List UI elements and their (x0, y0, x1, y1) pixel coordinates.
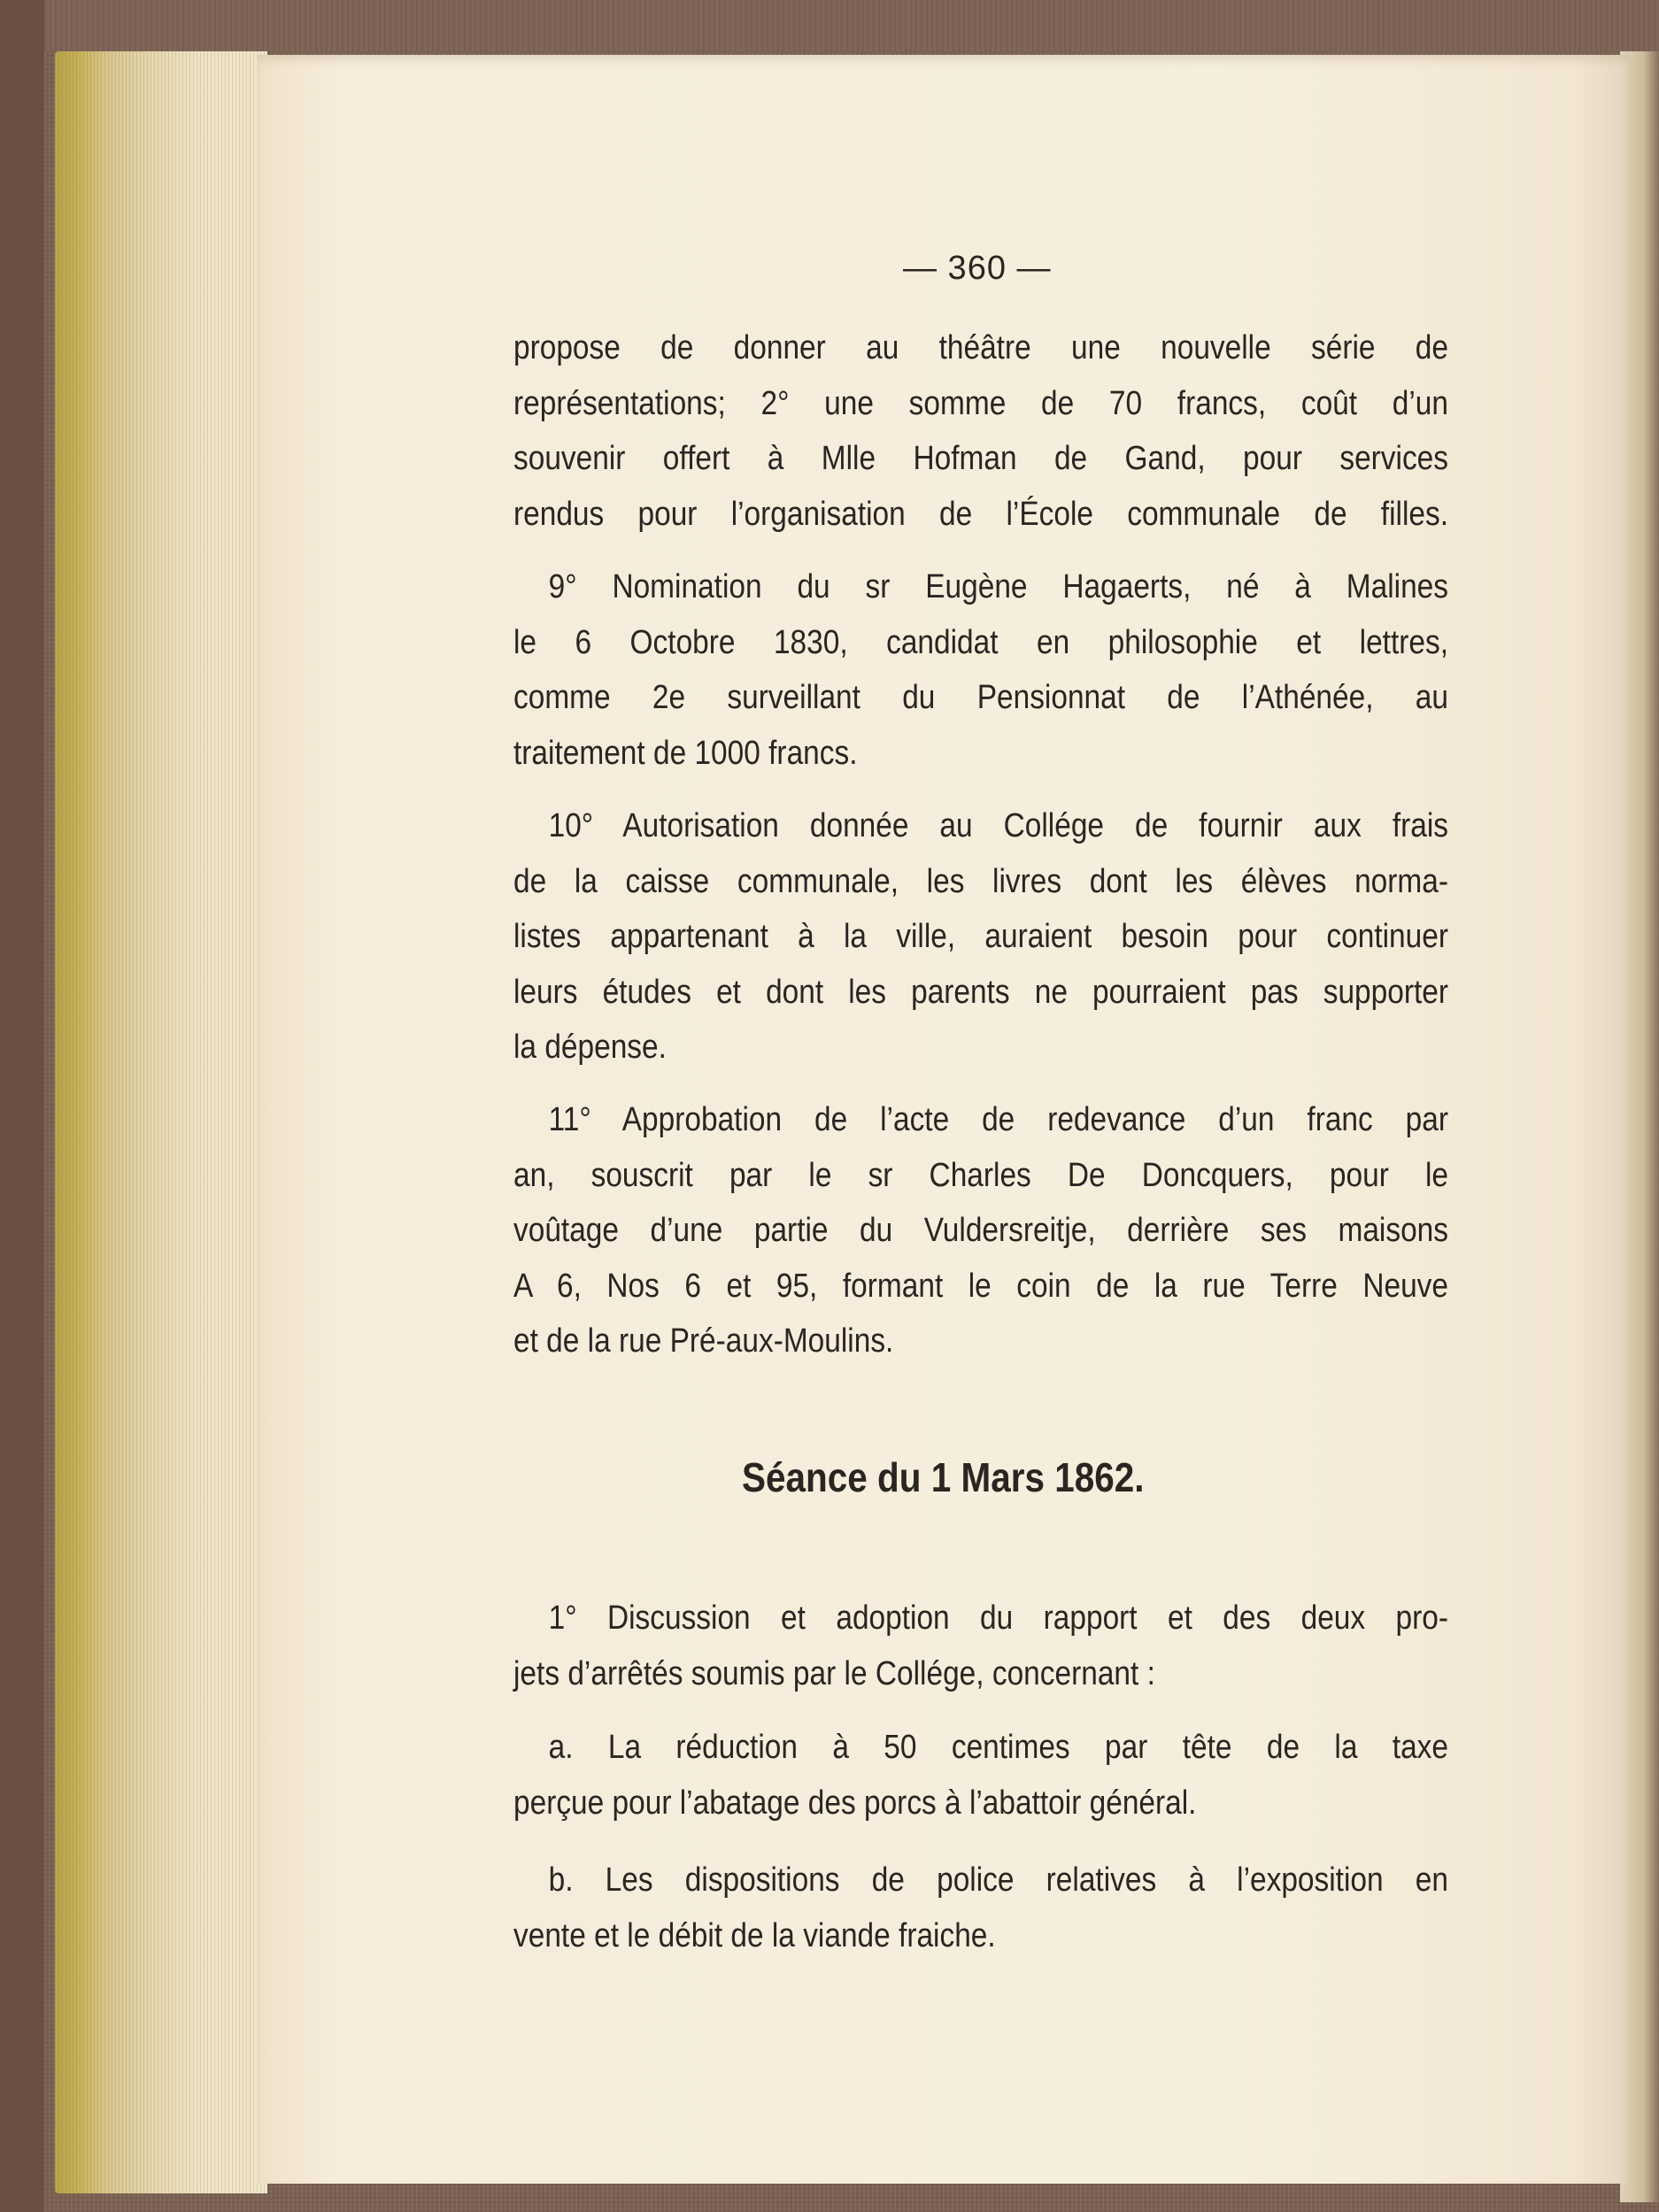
text-line: comme 2e surveillant du Pensionnat de l’Athénée, au (513, 679, 1448, 716)
text-line: et de la rue Pré-aux-Moulins. (513, 1322, 894, 1360)
paragraph (513, 1853, 1448, 1963)
text-line: rendus pour l’organisation de l’École communale de filles. (513, 495, 1448, 533)
text-line: représentations; 2° une somme de 70 francs, coût d’un (513, 384, 1448, 422)
paragraph (513, 320, 1448, 542)
section-heading: Séance du 1 Mars 1862. (742, 1454, 1145, 1500)
text-line: voûtage d’une partie du Vuldersreitje, derrière ses maisons (513, 1212, 1448, 1249)
text-line: jets d’arrêtés soumis par le Collége, concernant : (513, 1654, 1155, 1692)
book-cover-top-edge (44, 0, 1659, 51)
text-line: b. Les dispositions de police relatives à l’exposition en (548, 1861, 1448, 1899)
text-line: souvenir offert à Mlle Hofman de Gand, pour services (513, 440, 1448, 477)
paragraph (513, 1092, 1448, 1369)
paragraph (513, 1720, 1448, 1830)
text-line: le 6 Octobre 1830, candidat en philosophie et lettres, (513, 623, 1448, 661)
text-line: de la caisse communale, les livres dont les élèves norma- (513, 862, 1448, 900)
text-line: propose de donner au théâtre une nouvelle série de (513, 329, 1448, 366)
paragraph (513, 559, 1448, 781)
paragraph (513, 1591, 1448, 1701)
text-line: vente et le débit de la viande fraiche. (513, 1916, 996, 1954)
text-line: a. La réduction à 50 centimes par tête de la taxe (548, 1729, 1448, 1766)
text-line: 1° Discussion et adoption du rapport et des deux pro- (548, 1599, 1448, 1637)
text-line: 9° Nomination du sr Eugène Hagaerts, né à Malines (548, 568, 1448, 605)
paragraph (513, 798, 1448, 1075)
text-line: A 6, Nos 6 et 95, formant le coin de la rue Terre Neuve (513, 1267, 1448, 1305)
text-line: traitement de 1000 francs. (513, 734, 858, 772)
text-line: leurs études et dont les parents ne pourraient pas supporter (513, 973, 1448, 1011)
page-edges (55, 51, 267, 2193)
text-line: listes appartenant à la ville, auraient besoin pour continuer (513, 918, 1448, 955)
text-line: an, souscrit par le sr Charles De Doncquers, pour le (513, 1156, 1448, 1194)
text-line: la dépense. (513, 1029, 667, 1066)
text-line: 11° Approbation de l’acte de redevance d’un franc par (548, 1101, 1448, 1138)
page-number: — 360 — (903, 250, 1052, 287)
text-line: 10° Autorisation donnée au Collége de fournir aux frais (548, 807, 1448, 844)
book-spine (0, 0, 44, 2212)
text-line: perçue pour l’abatage des porcs à l’abattoir général. (513, 1784, 1197, 1822)
